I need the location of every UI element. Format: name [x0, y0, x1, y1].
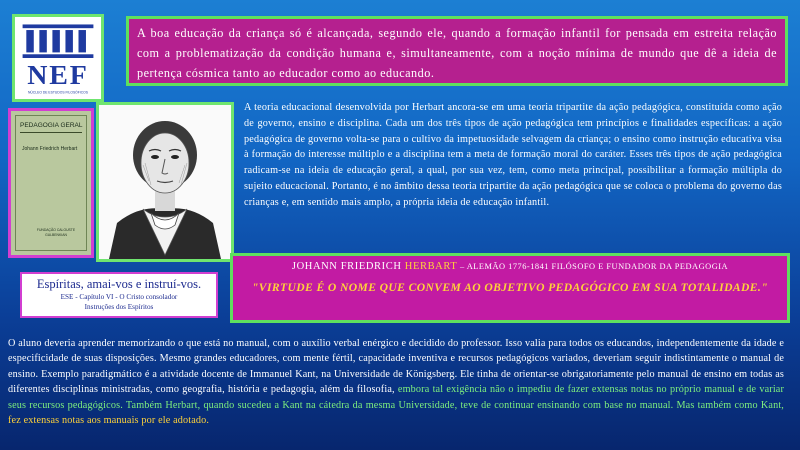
book-title: PEDAGOGIA GERAL: [20, 122, 83, 129]
portrait-engraving: [99, 105, 231, 259]
bottom-text-part3: fez extensas notas aos manuais por ele adotado.: [8, 415, 210, 427]
bottom-paragraph-text: [8, 336, 784, 428]
top-quote-box: [126, 16, 788, 86]
spirit-headline: Espíritas, amai-vos e instruí-vos.: [36, 277, 202, 291]
book-cover-inner: [15, 115, 87, 251]
book-author: Johann Friedrich Herbart: [22, 146, 78, 152]
bottom-text-part1: O aluno deveria aprender memorizando o que está no manual, com o auxílio verbal enérgico e decidido do professor. Isso valia para todos os educandos, independentemente da idade e especificidade de suas disposições. Mesmo grandes educadores, com mente fértil, capacidade inventiva e recursos pedagógicos variados, deveriam seguir indistintamente o manual de ensino. Exemplo paradigmático é a atividade docente de Immanuel Kant, na Universidade de Königsberg. Ele tinha de orientar-se obrigatoriamente pelo manual de ensino em todas as diferentes disciplinas ministradas, como geografia, história e pedagogia, além da filosofia,: [8, 338, 784, 396]
nef-logo-graphic: [15, 17, 101, 99]
author-line: [241, 260, 779, 274]
virtue-quote: "VIRTUDE É O NOME QUE CONVEM AO OBJETIVO PEDAGÓGICO EM SUA TOTALIDADE.": [251, 281, 769, 294]
spirit-quote-box: [20, 272, 218, 318]
logo-caption: NÚCLEO DE ESTUDOS FILOSÓFICOS: [27, 90, 89, 95]
logo-text: NEF: [27, 60, 89, 92]
author-surname: HERBART: [404, 261, 458, 272]
author-name: JOHANN FRIEDRICH: [291, 261, 405, 272]
main-paragraph-text: A teoria educacional desenvolvida por Herbart ancora-se em uma teoria tripartite da ação pedagógica, constituída como ação de governo, ensino e disciplina. Cada um dos três tipos de ação pedagógica tem princípios e finalidades específicas: a ação pedagógica de governo volta-se para o cultivo da impetuosidade selvagem da criança; o ensino como instrução educativa visa à formação do interesse múltiplo e a disciplina tem a meta de formação moral do caráter. Esses três tipos de ação pedagógica radicam-se na ideia de educação geral, a qual, por sua vez, tem, como meta principal, possibilitar a formação múltipla do sujeito educacional. Portanto, é no âmbito dessa teoria tripartite da ação pedagógica que se coloca o problema do governo das crianças e, em sentido mais amplo, a própria ideia de educação infantil.: [244, 102, 782, 208]
main-paragraph: [244, 100, 782, 232]
top-quote-text: A boa educação da criança só é alcançada, segundo ele, quando a formação infantil for pensada em estreita relação com a problematização da condição humana e, simultaneamente, com a noção mínima de mundo que dê a ideia de pertença cósmica tanto ao educador como ao educando.: [137, 26, 777, 80]
book-publisher: FUNDAÇÃO CALOUSTE GULBENKIAN: [36, 228, 76, 237]
spirit-source-line1: ESE - Capítulo VI - O Cristo consolador: [60, 293, 178, 301]
author-description: – ALEMÃO 1776-1841 FILÓSOFO E FUNDADOR DA PEDAGOGIA: [457, 262, 729, 271]
herbart-portrait: [96, 102, 234, 262]
book-rule: [20, 132, 82, 133]
book-cover: [8, 108, 94, 258]
bottom-text-part2: embora tal exigência não o impediu de fazer extensas notas no próprio manual e de variar seus recursos pedagógicos. Também Herbart, quando sucedeu a Kant na cátedra da mesma Universidade, teve de continuar ensinando com base no manual. Mas também como Kant,: [8, 384, 785, 411]
bottom-paragraph: [8, 336, 784, 428]
spirit-source-line2: Instruções dos Espíritos: [84, 303, 154, 311]
nef-logo: [12, 14, 104, 102]
herbart-quote-box: [230, 253, 790, 323]
